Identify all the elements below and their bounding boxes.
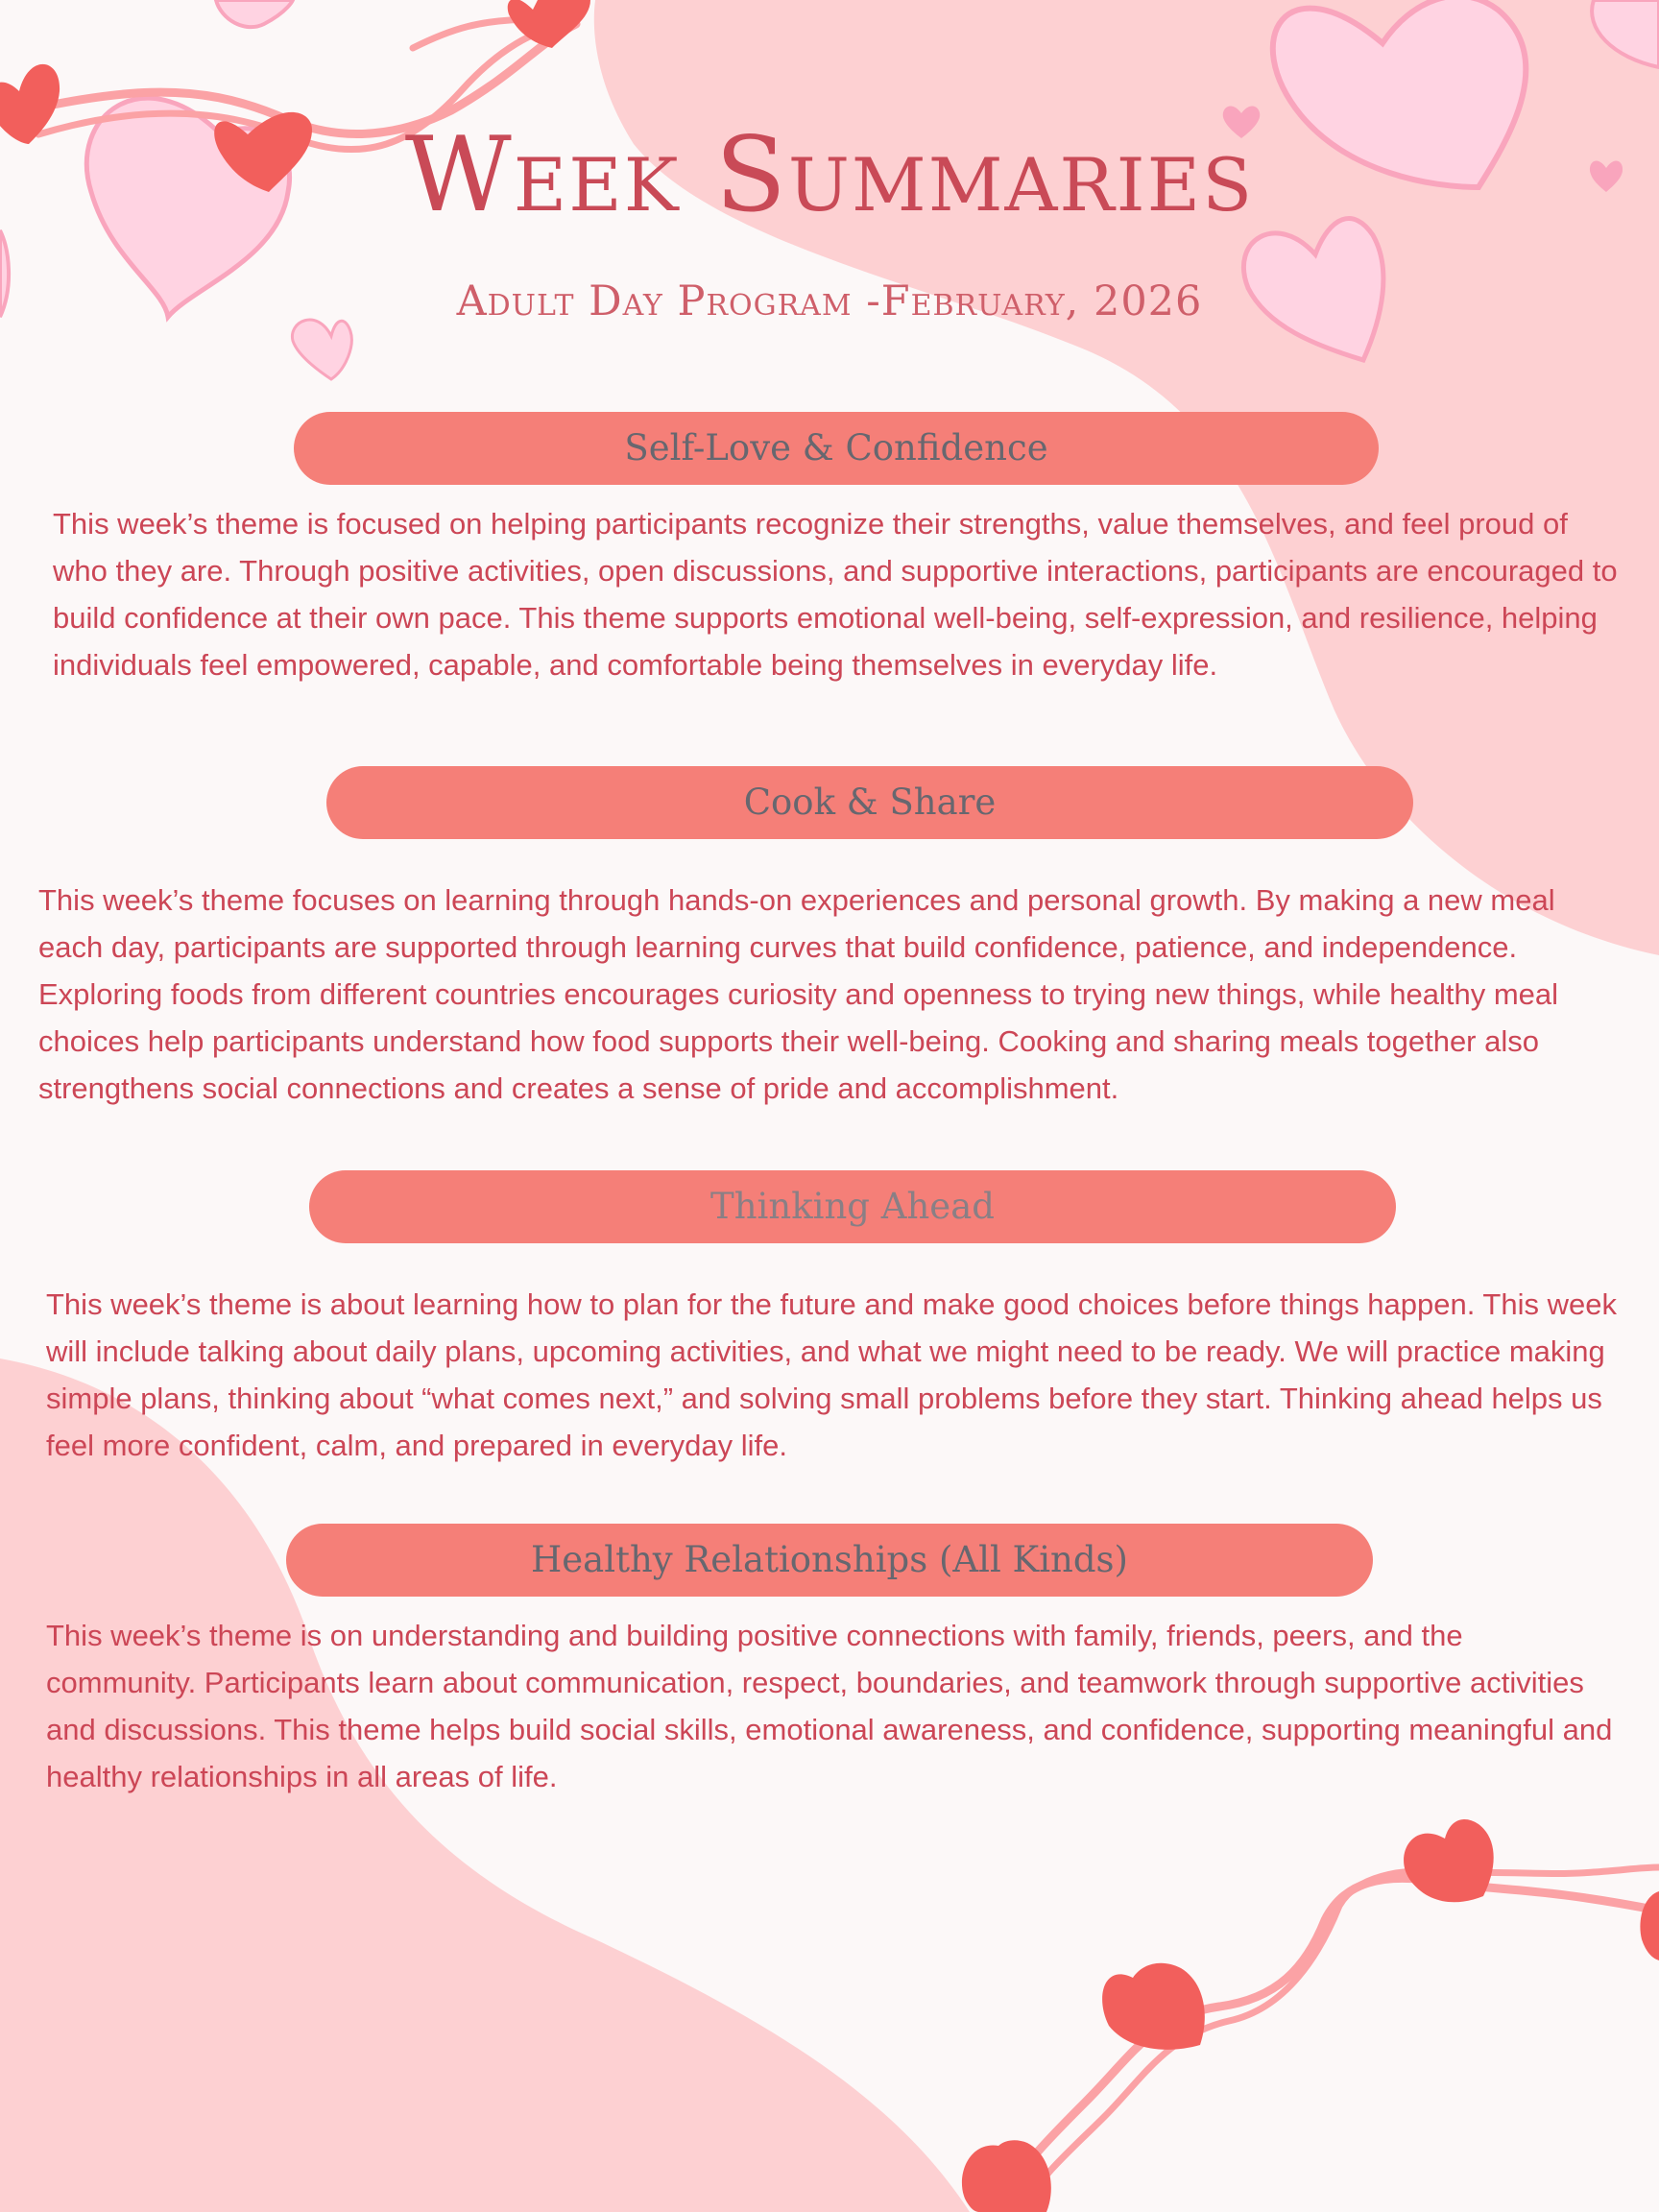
week-3-description: This week’s theme is about learning how to plan for the future and make good choices before things happen. This week will include talking about daily plans, upcoming activities, and what we might need to be ready. We will practice making simple plans, thinking about “what comes next,” and solving small problems before they start. Thinking ahead helps us feel more confident, calm, and prepared in everyday life.	[46, 1287, 1617, 1462]
week-2-heading	[326, 766, 1413, 839]
page-subtitle: Adult Day Program -February, 2026	[456, 277, 1203, 325]
week-4-description: This week’s theme is on understanding and building positive connections with family, friends, peers, and the community. Participants learn about communication, respect, boundaries, and teamwork through supportive activities and discussions. This theme helps build social skills, emotional awareness, and confidence, supporting meaningful and healthy relationships in all areas of life.	[46, 1619, 1613, 1793]
week-2-heading-label: Cook & Share	[743, 781, 997, 823]
week-1-heading	[294, 412, 1379, 485]
week-4-heading-label: Healthy Relationships (All Kinds)	[531, 1539, 1128, 1580]
week-3-heading-label: Thinking Ahead	[710, 1186, 995, 1227]
week-2-description: This week’s theme focuses on learning through hands-on experiences and personal growth. By making a new meal each day, participants are supported through learning curves that build confidence, patience, and independence. Exploring foods from different countries encourages curiosity and openness to trying new things, while healthy meal choices help participants understand how food supports their well-being. Cooking and sharing meals together also strengthens social connections and creates a sense of pride and accomplishment.	[38, 883, 1559, 1105]
week-3-heading	[309, 1170, 1396, 1243]
page-title: Week Summaries	[404, 115, 1255, 235]
week-1-heading-label: Self-Love & Confidence	[624, 427, 1048, 469]
week-1-description: This week’s theme is focused on helping participants recognize their strengths, value themselves, and feel proud of who they are. Through positive activities, open discussions, and supportive interactions, participants are encouraged to build confidence at their own pace. This theme supports emotional well-being, self-expression, and resilience, helping individuals feel empowered, capable, and comfortable being themselves in everyday life.	[53, 507, 1618, 682]
week-4-heading	[286, 1524, 1373, 1597]
